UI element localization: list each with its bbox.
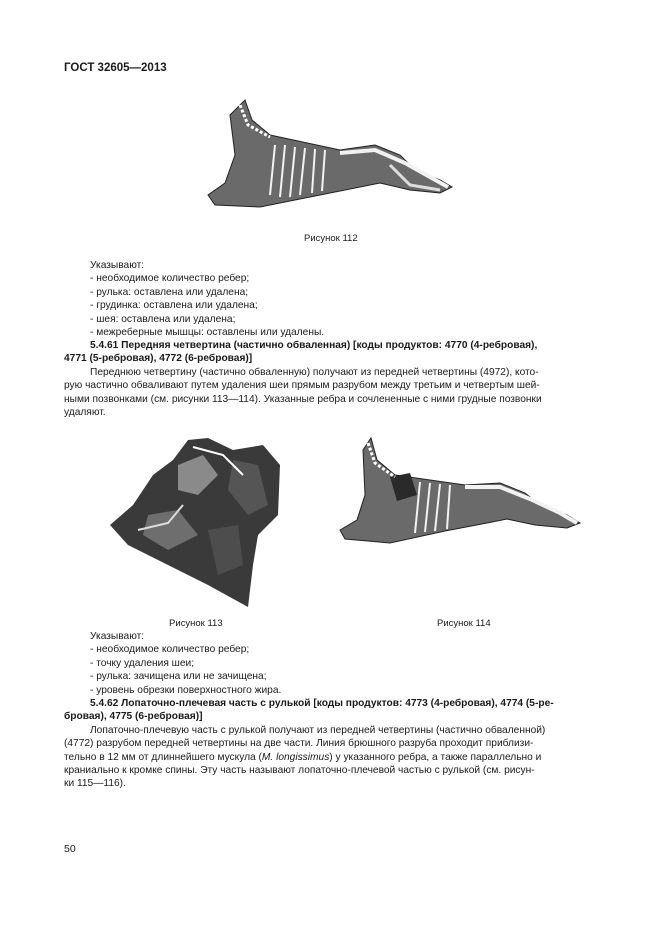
page-number: 50 xyxy=(64,843,76,855)
paragraph-line: ными позвонками (см. рисунки 113—114). Указанные ребра и сочлененные с ними грудные позвонки xyxy=(64,393,542,405)
list-item: - шея: оставлена или удалена; xyxy=(90,313,236,325)
figure-112-caption: Рисунок 112 xyxy=(304,233,358,244)
section2-intro: Указывают: xyxy=(90,631,145,642)
paragraph-line: (4772) разрубом передней четвертины на две части. Линия брюшного разруба проходит приблизи- xyxy=(64,738,534,750)
list-item: - межреберные мышцы: оставлены или удалены. xyxy=(90,327,325,339)
paragraph-line: ки 115—116). xyxy=(64,778,126,790)
list-item: - необходимое количество ребер; xyxy=(90,273,250,285)
figure-112-carcass-illustration xyxy=(200,95,460,215)
paragraph-line: удаляют. xyxy=(64,407,106,419)
paragraph-line: краниально к кромке спины. Эту часть называют лопаточно-плечевой частью с рулькой (см. рисун- xyxy=(64,765,535,777)
section1-intro: Указывают: xyxy=(90,260,145,271)
paragraph-line: Лопаточно-плечевую часть с рулькой получают из передней четвертины (частично обваленной) xyxy=(90,724,546,736)
section-heading-cont: бровая), 4775 (6-ребровая)] xyxy=(64,711,203,723)
list-item: - точку удаления шеи; xyxy=(90,657,195,669)
section-5-4-62 xyxy=(64,697,599,791)
section-heading-cont: 4771 (5-ребровая), 4772 (6-ребровая)] xyxy=(64,353,253,365)
list-item: - уровень обрезки поверхностного жира. xyxy=(90,684,282,696)
document-header: ГОСТ 32605—2013 xyxy=(64,62,167,74)
figure-114-carcass-illustration xyxy=(335,435,585,550)
section-5-4-61 xyxy=(64,339,599,419)
section1-list xyxy=(90,259,324,339)
list-item: - грудинка: оставлена или удалена; xyxy=(90,300,258,312)
section-heading: 5.4.61 Передняя четвертина (частично обваленная) [коды продуктов: 4770 (4-ребровая), xyxy=(90,340,538,351)
paragraph-line: рую частично обваливают путем удаления шеи прямым разрубом между третьим и четвертым шей- xyxy=(64,380,540,392)
paragraph-line: Переднюю четвертину (частично обваленную) получают из передней четвертины (4972), кото- xyxy=(90,366,539,378)
paragraph-line: тельно в 12 мм от длиннейшего мускула (M. longissimus) у указанного ребра, а также параллельно и xyxy=(64,751,542,763)
list-item: - рулька: оставлена или удалена; xyxy=(90,286,249,298)
figure-113-caption: Рисунок 113 xyxy=(169,618,223,629)
list-item: - необходимое количество ребер; xyxy=(90,644,250,656)
section-heading: 5.4.62 Лопаточно-плечевая часть с рулькой [коды продуктов: 4773 (4-ребровая), 4774 (5-ре- xyxy=(90,698,554,709)
list-item: - рулька: зачищена или не зачищена; xyxy=(90,671,267,683)
figure-113-meat-cut-photo xyxy=(108,435,288,610)
figure-114-caption: Рисунок 114 xyxy=(437,618,491,629)
section2-list xyxy=(90,630,281,697)
